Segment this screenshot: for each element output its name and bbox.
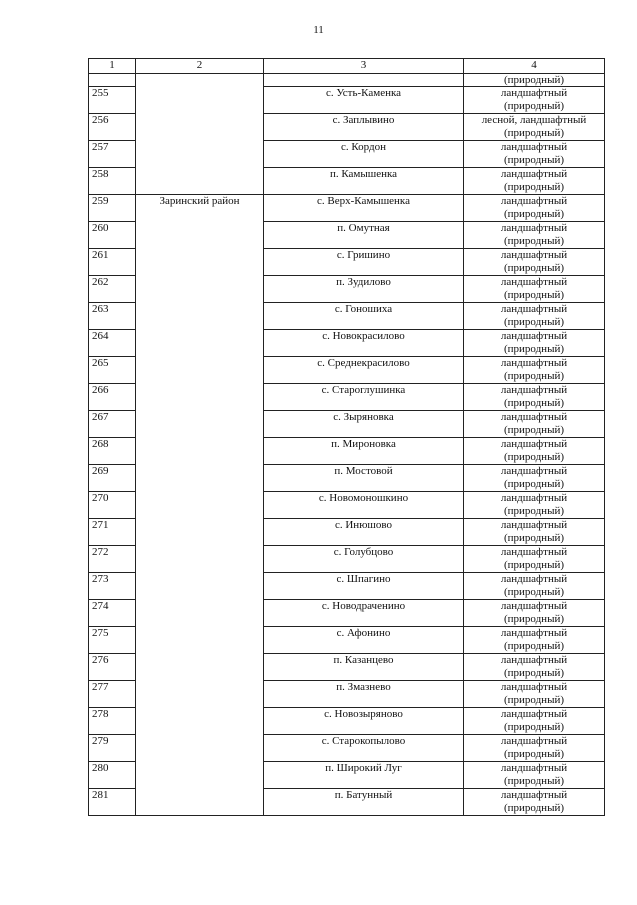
type-label: ландшафтный [500, 681, 568, 693]
place-cell: с. Зыряновка [264, 411, 464, 438]
row-number-cell: 277 [89, 681, 136, 708]
type-label: ландшафтный [500, 465, 568, 477]
place-cell: с. Староглушинка [264, 384, 464, 411]
type-cell [464, 465, 605, 492]
type-label: ландшафтный [500, 438, 568, 450]
place-cell: с. Инюшово [264, 519, 464, 546]
type-cell [464, 654, 605, 681]
type-label: ландшафтный [500, 357, 568, 369]
type-label: ландшафтный [500, 330, 568, 342]
place-cell: п. Омутная [264, 222, 464, 249]
place-cell: с. Голубцово [264, 546, 464, 573]
type-cell [464, 573, 605, 600]
type-cell [464, 249, 605, 276]
row-number-cell: 266 [89, 384, 136, 411]
place-cell: с. Заплывино [264, 114, 464, 141]
row-number-cell: 258 [89, 168, 136, 195]
row-number-cell [89, 74, 136, 87]
row-number-cell: 281 [89, 789, 136, 816]
district-cell: Заринский район [136, 195, 264, 816]
type-sublabel: (природный) [503, 721, 565, 733]
type-cell [464, 762, 605, 789]
type-sublabel: (природный) [503, 100, 565, 112]
type-cell [464, 222, 605, 249]
type-sublabel: (природный) [503, 586, 565, 598]
type-cell [464, 87, 605, 114]
district-cell [136, 74, 264, 195]
type-sublabel: (природный) [503, 505, 565, 517]
row-number-cell: 263 [89, 303, 136, 330]
place-cell: п. Казанцево [264, 654, 464, 681]
row-number-cell: 271 [89, 519, 136, 546]
place-cell: с. Афонино [264, 627, 464, 654]
type-cell [464, 735, 605, 762]
type-sublabel: (природный) [503, 802, 565, 814]
type-sublabel: (природный) [503, 397, 565, 409]
type-label: ландшафтный [500, 789, 568, 801]
type-sublabel: (природный) [503, 451, 565, 463]
place-cell: с. Верх-Камышенка [264, 195, 464, 222]
type-sublabel: (природный) [503, 478, 565, 490]
type-cell [464, 411, 605, 438]
place-cell: с. Новокрасилово [264, 330, 464, 357]
type-sublabel: (природный) [503, 559, 565, 571]
type-sublabel: (природный) [503, 127, 565, 139]
column-header-1: 1 [89, 59, 136, 74]
page-number: 11 [313, 24, 324, 36]
type-cell [464, 492, 605, 519]
place-cell: с. Гоношиха [264, 303, 464, 330]
type-cell [464, 303, 605, 330]
place-cell: п. Батунный [264, 789, 464, 816]
place-cell: п. Зудилово [264, 276, 464, 303]
row-number-cell: 255 [89, 87, 136, 114]
place-cell: с. Усть-Каменка [264, 87, 464, 114]
place-cell: п. Широкий Луг [264, 762, 464, 789]
place-cell: п. Камышенка [264, 168, 464, 195]
row-number-cell: 262 [89, 276, 136, 303]
place-cell: с. Кордон [264, 141, 464, 168]
table-header-row [89, 59, 605, 74]
type-label: ландшафтный [500, 384, 568, 396]
row-number-cell: 267 [89, 411, 136, 438]
table-body [89, 74, 605, 816]
type-cell [464, 168, 605, 195]
type-label: ландшафтный [500, 222, 568, 234]
type-label: ландшафтный [500, 600, 568, 612]
row-number-cell: 261 [89, 249, 136, 276]
type-sublabel: (природный) [503, 181, 565, 193]
table-row [89, 195, 605, 222]
type-sublabel: (природный) [503, 316, 565, 328]
row-number-cell: 280 [89, 762, 136, 789]
row-number-cell: 274 [89, 600, 136, 627]
place-cell: с. Новодраченино [264, 600, 464, 627]
place-cell: п. Мостовой [264, 465, 464, 492]
type-cell [464, 141, 605, 168]
column-header-4: 4 [464, 59, 605, 74]
type-label: ландшафтный [500, 519, 568, 531]
type-cell: (природный) [464, 74, 605, 87]
row-number-cell: 275 [89, 627, 136, 654]
row-number-cell: 276 [89, 654, 136, 681]
type-sublabel: (природный) [503, 424, 565, 436]
register-table [88, 58, 605, 816]
row-number-cell: 270 [89, 492, 136, 519]
type-label: ландшафтный [500, 276, 568, 288]
type-sublabel: (природный) [503, 613, 565, 625]
row-number-cell: 278 [89, 708, 136, 735]
type-label: ландшафтный [500, 762, 568, 774]
place-cell: с. Старокопылово [264, 735, 464, 762]
type-cell [464, 789, 605, 816]
row-number-cell: 279 [89, 735, 136, 762]
column-header-3: 3 [264, 59, 464, 74]
type-sublabel: (природный) [503, 694, 565, 706]
type-cell [464, 519, 605, 546]
type-label: ландшафтный [500, 492, 568, 504]
place-cell: п. Змазнево [264, 681, 464, 708]
type-sublabel: (природный) [503, 640, 565, 652]
type-sublabel: (природный) [503, 154, 565, 166]
place-cell: с. Новозыряново [264, 708, 464, 735]
type-label: ландшафтный [500, 546, 568, 558]
place-cell [264, 74, 464, 87]
column-header-2: 2 [136, 59, 264, 74]
type-cell [464, 438, 605, 465]
type-sublabel: (природный) [503, 208, 565, 220]
type-cell [464, 330, 605, 357]
type-cell [464, 384, 605, 411]
row-number-cell: 273 [89, 573, 136, 600]
place-cell: с. Среднекрасилово [264, 357, 464, 384]
type-label: ландшафтный [500, 708, 568, 720]
type-sublabel: (природный) [503, 667, 565, 679]
place-cell: с. Новомоношкино [264, 492, 464, 519]
type-label: ландшафтный [500, 87, 568, 99]
type-cell [464, 276, 605, 303]
type-label: ландшафтный [500, 654, 568, 666]
type-sublabel: (природный) [503, 370, 565, 382]
type-cell [464, 681, 605, 708]
type-cell [464, 627, 605, 654]
type-cell [464, 114, 605, 141]
type-label: ландшафтный [500, 735, 568, 747]
type-sublabel: (природный) [503, 343, 565, 355]
type-cell [464, 600, 605, 627]
place-cell: с. Гришино [264, 249, 464, 276]
type-sublabel: (природный) [503, 748, 565, 760]
row-number-cell: 268 [89, 438, 136, 465]
type-label: ландшафтный [500, 411, 568, 423]
type-sublabel: (природный) [503, 235, 565, 247]
type-sublabel: (природный) [503, 775, 565, 787]
row-number-cell: 259 [89, 195, 136, 222]
row-number-cell: 272 [89, 546, 136, 573]
type-label: лесной, ландшафтный [481, 114, 587, 126]
type-label: ландшафтный [500, 141, 568, 153]
type-cell [464, 546, 605, 573]
type-cell [464, 195, 605, 222]
type-cell [464, 708, 605, 735]
row-number-cell: 269 [89, 465, 136, 492]
row-number-cell: 264 [89, 330, 136, 357]
type-cell [464, 357, 605, 384]
type-sublabel: (природный) [503, 289, 565, 301]
type-label: ландшафтный [500, 573, 568, 585]
type-label: ландшафтный [500, 627, 568, 639]
type-label: ландшафтный [500, 168, 568, 180]
type-label: ландшафтный [500, 303, 568, 315]
place-cell: п. Мироновка [264, 438, 464, 465]
row-number-cell: 265 [89, 357, 136, 384]
type-label: ландшафтный [500, 195, 568, 207]
row-number-cell: 256 [89, 114, 136, 141]
type-sublabel: (природный) [503, 262, 565, 274]
row-number-cell: 260 [89, 222, 136, 249]
type-label: ландшафтный [500, 249, 568, 261]
type-sublabel: (природный) [503, 532, 565, 544]
row-number-cell: 257 [89, 141, 136, 168]
place-cell: с. Шпагино [264, 573, 464, 600]
table-row-continuation [89, 74, 605, 87]
